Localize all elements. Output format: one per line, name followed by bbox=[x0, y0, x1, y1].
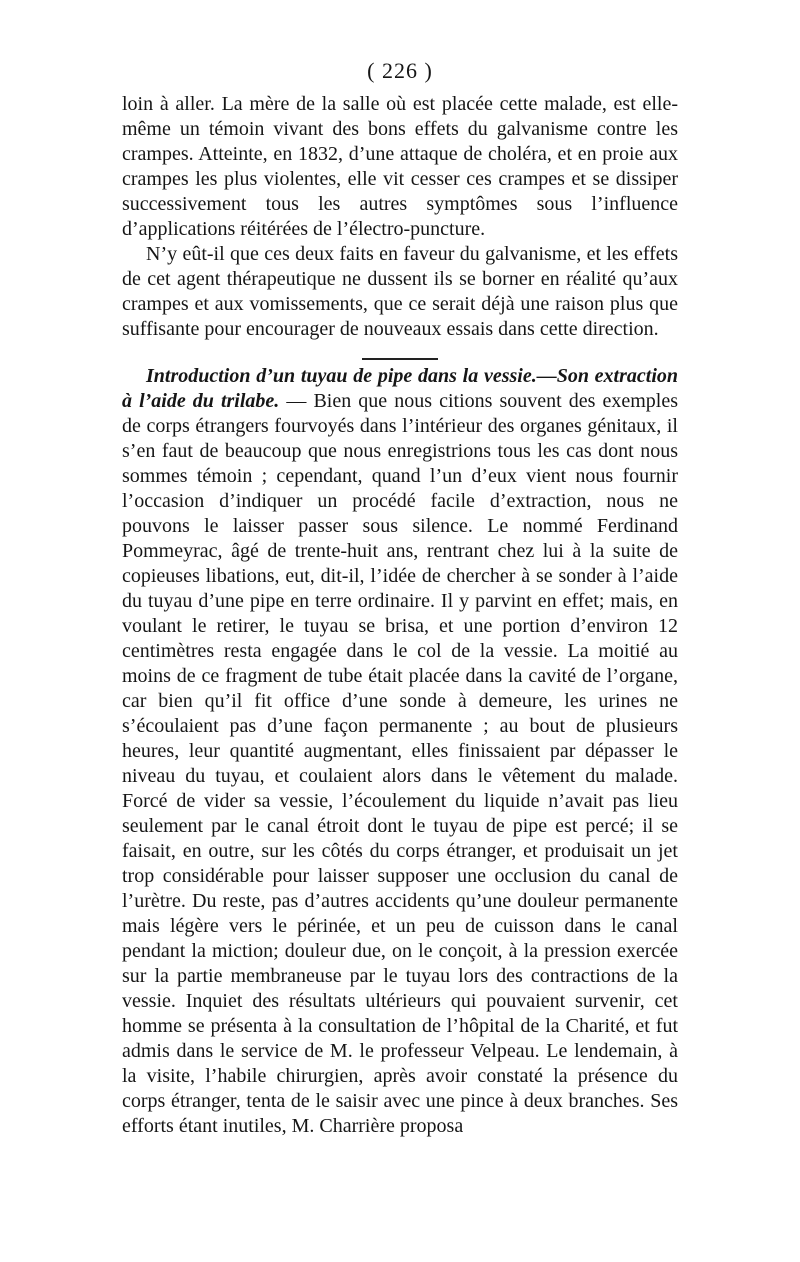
section-title: Introduction d’un tuyau de pipe dans la vessie.—Son extraction à l’aide du trilabe. bbox=[122, 365, 678, 412]
paragraph-2: N’y eût-il que ces deux faits en faveur du galvanisme, et les effets de cet agent thérapeutique ne dussent ils se borner en réalité qu’aux crampes et aux vomissements, que ce serait déjà une raison plus que suffisante pour encourager de nouveaux essais dans cette direction. bbox=[122, 243, 678, 340]
section-body: — Bien que nous citions souvent des exemples de corps étrangers fourvoyés dans l’intérieur des organes génitaux, il s’en faut de beaucoup que nous enregistrions tous les cas dont nous sommes témoin ; cependant, quand l’un d’eux vient nous fournir l’occasion d’indiquer un procédé facile d’extraction, nous ne pouvons le laisser passer sous silence. Le nommé Ferdinand Pommeyrac, âgé de trente-huit ans, rentrant chez lui à la suite de copieuses libations, eut, dit-il, l’idée de chercher à se sonder à l’aide du tuyau d’une pipe en terre ordinaire. Il y parvint en effet; mais, en voulant le retirer, le tuyau se brisa, et une portion d’environ 12 centimètres resta engagée dans le col de la vessie. La moitié au moins de ce fragment de tube était placée dans la cavité de l’organe, car bien qu’il fit office d’une sonde à demeure, les urines ne s’écoulaient pas d’une façon permanente ; au bout de plusieurs heures, leur quantité augmentant, elles finissaient par dépasser le niveau du tuyau, et coulaient alors dans le vêtement du malade. Forcé de vider sa vessie, l’écoulement du liquide n’avait pas lieu seulement par le canal étroit dont le tuyau de pipe est percé; il se faisait, en outre, sur les côtés du corps étranger, et produisait un jet trop considérable pour laisser supposer une occlusion du canal de l’urètre. Du reste, pas d’autres accidents qu’une douleur permanente mais légère vers le périnée, et un peu de cuisson dans le canal pendant la miction; douleur due, on le conçoit, à la pression exercée sur la partie membraneuse par le tuyau lors des contractions de la vessie. Inquiet des résultats ultérieurs qui pouvaient survenir, cet homme se présenta à la consultation de l’hôpital de la Charité, et fut admis dans le service de M. le professeur Velpeau. Le lendemain, à la visite, l’habile chirurgien, après avoir constaté la présence du corps étranger, tenta de le saisir avec une pince à deux branches. Ses efforts étant inutiles, M. Charrière proposa bbox=[122, 390, 679, 1137]
intro-text bbox=[122, 92, 678, 342]
paragraph-1: loin à aller. La mère de la salle où est placée cette malade, est elle-même un témoin vivant des bons effets du galvanisme contre les crampes. Atteinte, en 1832, d’une attaque de choléra, et en proie aux crampes les plus violentes, elle vit cesser ces crampes et se dissiper successivement tous les autres symptômes sous l’influence d’applications réitérées de l’électro-puncture. bbox=[122, 93, 678, 240]
section-divider bbox=[362, 358, 438, 360]
section-paragraph bbox=[122, 364, 678, 1139]
page-number: ( 226 ) bbox=[367, 58, 433, 83]
section-text bbox=[122, 364, 678, 1139]
